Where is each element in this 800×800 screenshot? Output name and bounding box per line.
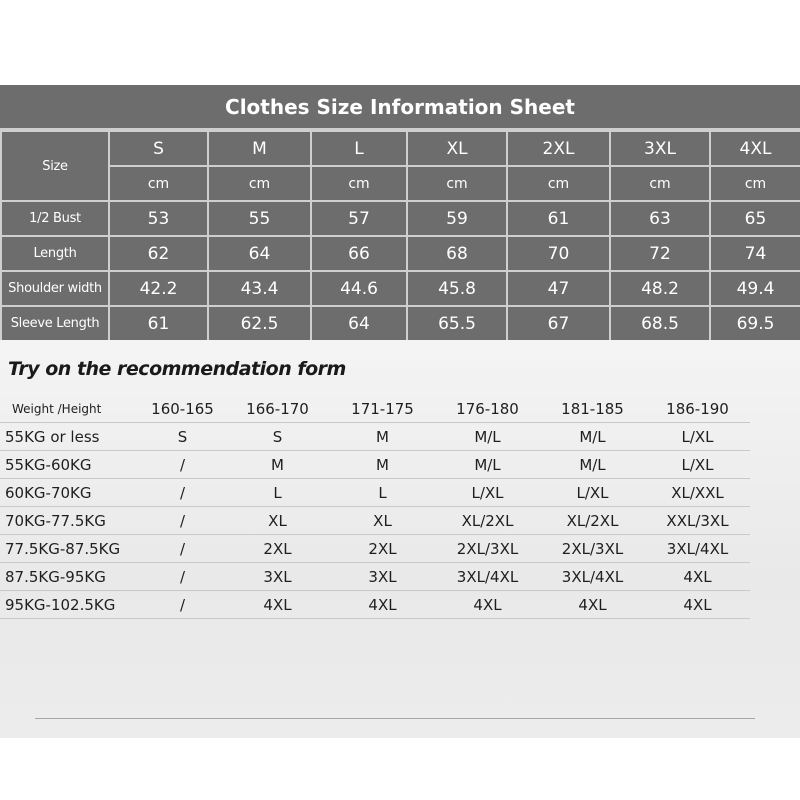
measurement-cell: 62.5 [208,306,311,341]
measurement-cell: 74 [710,236,800,271]
size-cell: M/L [435,451,540,479]
height-header-cell: 176-180 [435,395,540,423]
size-cell: / [140,563,225,591]
size-cell: 3XL/4XL [435,563,540,591]
measurement-cell: 64 [208,236,311,271]
row-label: Shoulder width [1,271,109,306]
size-cell: 2XL/3XL [435,535,540,563]
weight-label: 77.5KG-87.5KG [0,535,140,563]
size-cell: 4XL [435,591,540,619]
measurement-cell: 59 [407,201,507,236]
table-row [0,451,750,479]
bust-row [1,201,800,236]
recommendation-table [0,395,750,619]
size-cell: XL/XXL [645,479,750,507]
height-header-cell: 166-170 [225,395,330,423]
size-header-cell: 2XL [507,131,610,166]
size-cell: L/XL [540,479,645,507]
recommendation-title: Try on the recommendation form [8,358,346,380]
height-header-cell: 186-190 [645,395,750,423]
size-cell: M/L [540,451,645,479]
size-cell: 4XL [225,591,330,619]
measurement-cell: 65.5 [407,306,507,341]
size-cell: / [140,479,225,507]
height-header-cell: 160-165 [140,395,225,423]
measurement-cell: 55 [208,201,311,236]
size-cell: 2XL/3XL [540,535,645,563]
size-cell: L [225,479,330,507]
height-header-cell: 171-175 [330,395,435,423]
size-header-cell: S [109,131,208,166]
measurement-cell: 65 [710,201,800,236]
weight-label: 55KG-60KG [0,451,140,479]
size-cell: 2XL [330,535,435,563]
size-table [0,130,800,342]
measurement-cell: 49.4 [710,271,800,306]
size-cell: 4XL [540,591,645,619]
row-label: 1/2 Bust [1,201,109,236]
size-cell: S [225,423,330,451]
weight-height-corner: Weight /Height [0,395,140,423]
size-cell: / [140,451,225,479]
measurement-cell: 43.4 [208,271,311,306]
size-cell: 2XL [225,535,330,563]
measurement-cell: 44.6 [311,271,407,306]
size-cell: M/L [435,423,540,451]
measurement-cell: 72 [610,236,710,271]
weight-label: 60KG-70KG [0,479,140,507]
weight-label: 70KG-77.5KG [0,507,140,535]
measurement-cell: 48.2 [610,271,710,306]
table-row [0,535,750,563]
size-cell: XL [225,507,330,535]
size-cell: 3XL/4XL [645,535,750,563]
measurement-cell: 61 [109,306,208,341]
measurement-cell: 42.2 [109,271,208,306]
size-cell: 4XL [645,591,750,619]
size-cell: 3XL/4XL [540,563,645,591]
size-cell: L/XL [435,479,540,507]
measurement-cell: 70 [507,236,610,271]
measurement-cell: 66 [311,236,407,271]
size-cell: / [140,507,225,535]
measurement-cell: 64 [311,306,407,341]
size-cell: L/XL [645,451,750,479]
size-cell: M [225,451,330,479]
measurement-cell: 63 [610,201,710,236]
recommendation-section [0,340,800,738]
size-cell: 4XL [645,563,750,591]
size-cell: M [330,451,435,479]
size-cell: XL/2XL [540,507,645,535]
size-header-cell: M [208,131,311,166]
height-header-cell: 181-185 [540,395,645,423]
table-row [0,563,750,591]
shoulder-row [1,271,800,306]
unit-cell: cm [507,166,610,201]
row-label: Length [1,236,109,271]
sleeve-row [1,306,800,341]
measurement-cell: 47 [507,271,610,306]
size-cell: XL/2XL [435,507,540,535]
measurement-cell: 68.5 [610,306,710,341]
unit-cell: cm [407,166,507,201]
divider-line [35,718,755,719]
measurement-cell: 69.5 [710,306,800,341]
table-row [0,507,750,535]
measurement-cell: 45.8 [407,271,507,306]
unit-cell: cm [208,166,311,201]
sheet-title: Clothes Size Information Sheet [0,85,800,130]
size-header-cell: 3XL [610,131,710,166]
measurement-cell: 53 [109,201,208,236]
weight-label: 95KG-102.5KG [0,591,140,619]
size-cell: XXL/3XL [645,507,750,535]
size-cell: / [140,535,225,563]
size-cell: 3XL [330,563,435,591]
table-row [0,591,750,619]
size-cell: L/XL [645,423,750,451]
table-row [0,423,750,451]
unit-cell: cm [610,166,710,201]
size-header-row [1,131,800,166]
size-cell: M [330,423,435,451]
unit-cell: cm [710,166,800,201]
size-cell: 4XL [330,591,435,619]
unit-row [1,166,800,201]
size-cell: S [140,423,225,451]
size-header-cell: L [311,131,407,166]
measurement-cell: 61 [507,201,610,236]
size-cell: M/L [540,423,645,451]
size-cell: L [330,479,435,507]
weight-label: 55KG or less [0,423,140,451]
size-cell: XL [330,507,435,535]
measurement-cell: 62 [109,236,208,271]
size-label: Size [1,131,109,201]
size-information-sheet [0,85,800,340]
measurement-cell: 68 [407,236,507,271]
size-cell: 3XL [225,563,330,591]
table-row [0,479,750,507]
measurement-cell: 57 [311,201,407,236]
size-header-cell: 4XL [710,131,800,166]
unit-cell: cm [109,166,208,201]
length-row [1,236,800,271]
unit-cell: cm [311,166,407,201]
height-header-row [0,395,750,423]
measurement-cell: 67 [507,306,610,341]
row-label: Sleeve Length [1,306,109,341]
size-cell: / [140,591,225,619]
size-header-cell: XL [407,131,507,166]
weight-label: 87.5KG-95KG [0,563,140,591]
